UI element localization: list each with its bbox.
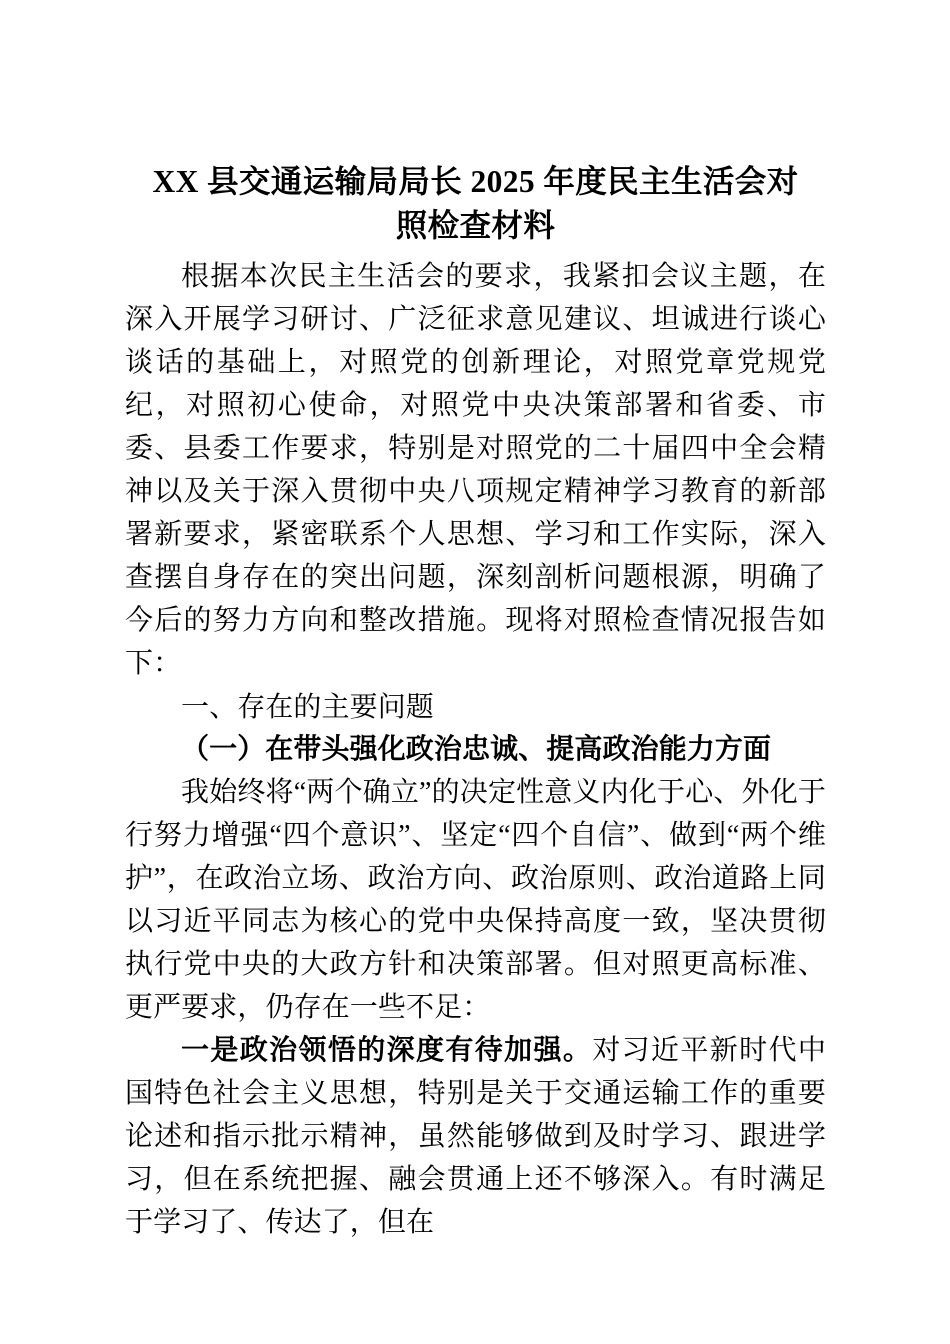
issue-1-paragraph	[125, 1029, 826, 1244]
issue-1-lead-in: 一是政治领悟的深度有待加强。	[181, 1035, 593, 1066]
issue-1-body-text: 对习近平新时代中国特色社会主义思想，特别是关于交通运输工作的重要论述和指示批示精神，虽然能够做到及时学习、跟进学习，但在系统把握、融会贯通上还不够深入。有时满足于学习了、传达了，但在	[125, 1035, 826, 1238]
page-title-line-2: 照检查材料	[395, 208, 556, 243]
section-heading-level-2: （一）在带头强化政治忠诚、提高政治能力方面	[181, 734, 772, 765]
section-1-paragraph: 我始终将“两个确立”的决定性意义内化于心、外化于行努力增强“四个意识”、坚定“四个自信”、做到“两个维护”，在政治立场、政治方向、政治原则、政治道路上同以习近平同志为核心的党中央保持高度一致，坚决贯彻执行党中央的大政方针和决策部署。但对照更高标准、更严要求，仍存在一些不足：	[125, 777, 826, 1023]
section-heading-level-1: 一、存在的主要问题	[181, 691, 434, 722]
intro-paragraph: 根据本次民主生活会的要求，我紧扣会议主题，在深入开展学习研讨、广泛征求意见建议、坦诚进行谈心谈话的基础上，对照党的创新理论，对照党章党规党纪，对照初心使命，对照党中央决策部署和省委、市委、县委工作要求，特别是对照党的二十届四中全会精神以及关于深入贯彻中央八项规定精神学习教育的新部署新要求，紧密联系个人思想、学习和工作实际，深入查摆自身存在的突出问题，深刻剖析问题根源，明确了今后的努力方向和整改措施。现将对照检查情况报告如下：	[125, 261, 826, 679]
page-title	[125, 160, 826, 248]
page-title-line-1: XX 县交通运输局局长 2025 年度民主生活会对	[152, 164, 799, 199]
document-body	[125, 160, 826, 1244]
